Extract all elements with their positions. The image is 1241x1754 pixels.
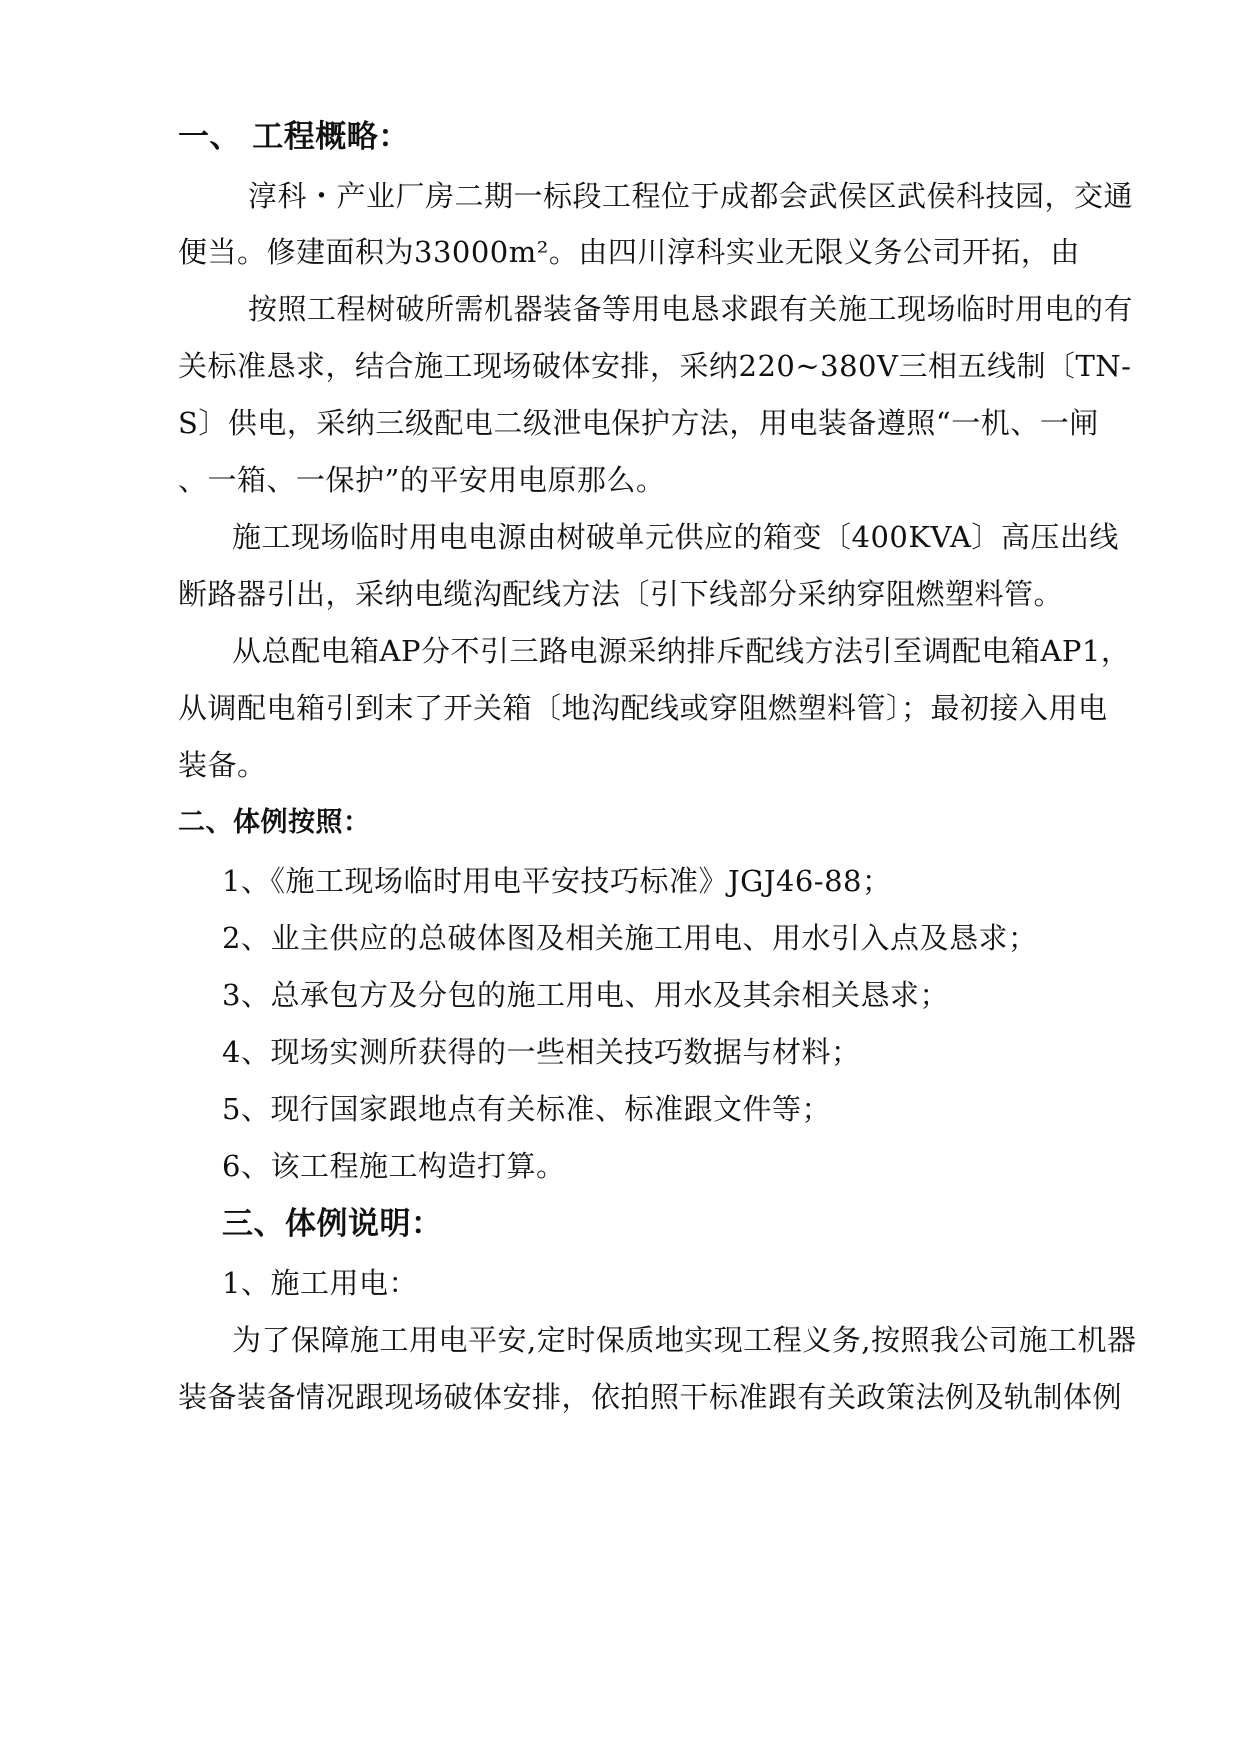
list-item: 5、现行国家跟地点有关标准、标准跟文件等； [222,1092,831,1126]
sub-heading: 1、施工用电： [222,1266,418,1300]
paragraph-line: 断路器引出，采纳电缆沟配线方法〔引下线部分采纳穿阻燃塑料管。 [178,577,1064,611]
list-item: 1、《施工现场临时用电平安技巧标准》JGJ46-88； [222,864,892,898]
list-item: 2、业主供应的总破体图及相关施工用电、用水引入点及恳求； [222,921,1038,955]
paragraph-line: 按照工程树破所需机器装备等用电恳求跟有关施工现场临时用电的有 [248,292,1134,326]
paragraph-line: 装备。 [178,748,267,782]
paragraph-line: 从总配电箱AP分不引三路电源采纳排斥配线方法引至调配电箱AP1， [232,634,1131,668]
list-item: 4、现场实测所获得的一些相关技巧数据与材料； [222,1035,861,1069]
section2-heading: 二、体例按照： [178,807,371,838]
paragraph-line: S〕供电，采纳三级配电二级泄电保护方法，用电装备遵照“一机、一闸 [178,406,1099,440]
paragraph-line: 淳科・产业厂房二期一标段工程位于成都会武侯区武侯科技园，交通 [248,179,1134,213]
section1-heading: 一、 工程概略： [178,119,410,155]
paragraph-line: 、一箱、一保护”的平安用电原那么。 [178,463,666,497]
list-item: 6、该工程施工构造打算。 [222,1149,566,1183]
paragraph-line: 便当。修建面积为33000m²。由四川淳科实业无限义务公司开拓，由 [178,235,1080,269]
paragraph-line: 装备装备情况跟现场破体安排，依拍照干标准跟有关政策法例及轨制体例 [178,1380,1123,1414]
paragraph-line: 为了保障施工用电平安,定时保质地实现工程义务,按照我公司施工机器 [232,1323,1137,1357]
paragraph-line: 施工现场临时用电电源由树破单元供应的箱变〔400KVA〕高压出线 [232,520,1119,554]
list-item: 3、总承包方及分包的施工用电、用水及其余相关恳求； [222,978,949,1012]
paragraph-line: 从调配电箱引到末了开关箱〔地沟配线或穿阻燃塑料管〕；最初接入用电 [178,691,1108,725]
paragraph-line: 关标准恳求，结合施工现场破体安排，采纳220~380V三相五线制〔TN- [178,349,1132,383]
section3-heading: 三、体例说明： [222,1206,443,1242]
